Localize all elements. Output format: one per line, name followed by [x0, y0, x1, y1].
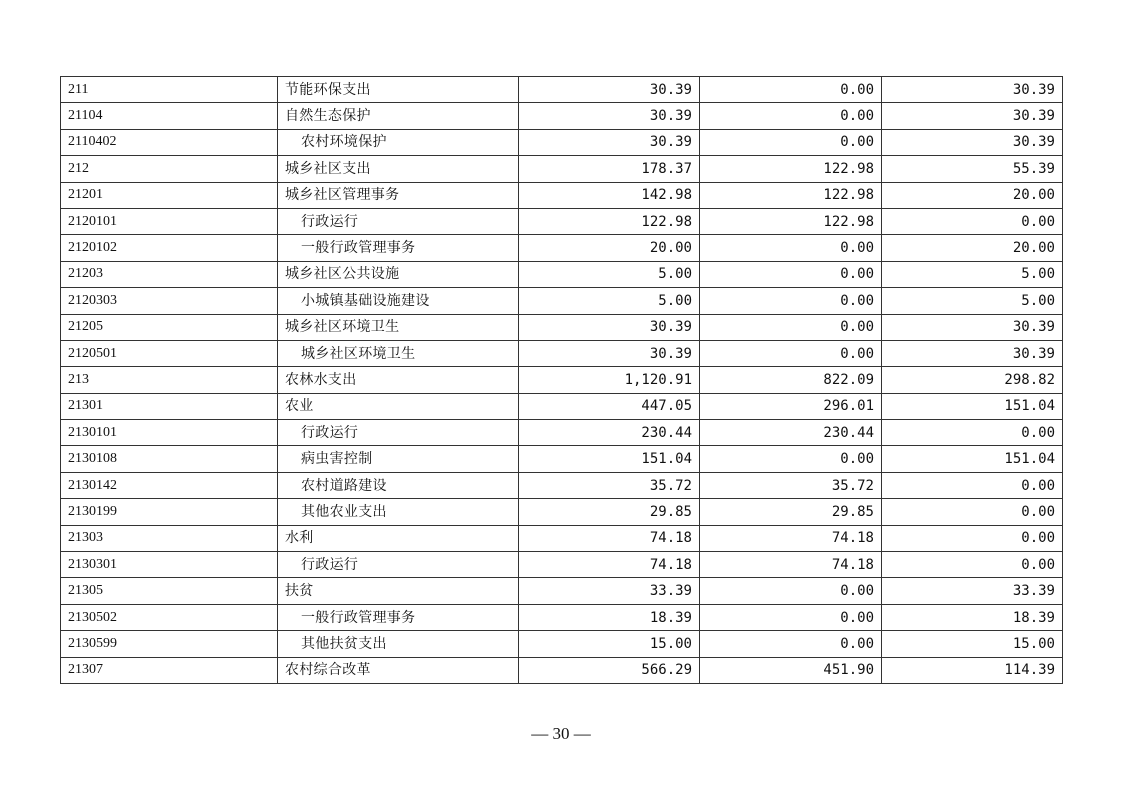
- subject-name-cell: 其他农业支出: [278, 499, 519, 525]
- subject-code-cell: 21205: [61, 314, 278, 340]
- subject-code-cell: 2110402: [61, 129, 278, 155]
- subject-code-cell: 2130101: [61, 420, 278, 446]
- subject-name-cell: 一般行政管理事务: [278, 604, 519, 630]
- subject-code-cell: 2130108: [61, 446, 278, 472]
- total-amount-cell: 151.04: [519, 446, 700, 472]
- total-amount-cell: 35.72: [519, 472, 700, 498]
- total-amount-cell: 74.18: [519, 552, 700, 578]
- table-row: [61, 261, 1063, 287]
- basic-expenditure-cell: 0.00: [700, 288, 882, 314]
- project-expenditure-cell: 151.04: [882, 446, 1063, 472]
- subject-code-cell: 21301: [61, 393, 278, 419]
- basic-expenditure-cell: 74.18: [700, 525, 882, 551]
- table-row: [61, 235, 1063, 261]
- table-row: [61, 393, 1063, 419]
- basic-expenditure-cell: 0.00: [700, 446, 882, 472]
- subject-code-cell: 21203: [61, 261, 278, 287]
- total-amount-cell: 18.39: [519, 604, 700, 630]
- subject-name-cell: 小城镇基础设施建设: [278, 288, 519, 314]
- subject-code-cell: 212: [61, 156, 278, 182]
- basic-expenditure-cell: 0.00: [700, 129, 882, 155]
- total-amount-cell: 447.05: [519, 393, 700, 419]
- subject-name-cell: 行政运行: [278, 420, 519, 446]
- table-row: [61, 578, 1063, 604]
- page-number: — 30 —: [531, 724, 591, 743]
- subject-name-cell: 农村环境保护: [278, 129, 519, 155]
- subject-code-cell: 21201: [61, 182, 278, 208]
- total-amount-cell: 74.18: [519, 525, 700, 551]
- subject-name-cell: 一般行政管理事务: [278, 235, 519, 261]
- project-expenditure-cell: 114.39: [882, 657, 1063, 683]
- total-amount-cell: 30.39: [519, 129, 700, 155]
- table-row: [61, 604, 1063, 630]
- subject-code-cell: 21305: [61, 578, 278, 604]
- subject-code-cell: 21303: [61, 525, 278, 551]
- subject-name-cell: 水利: [278, 525, 519, 551]
- table-row: [61, 631, 1063, 657]
- project-expenditure-cell: 30.39: [882, 129, 1063, 155]
- project-expenditure-cell: 0.00: [882, 525, 1063, 551]
- project-expenditure-cell: 55.39: [882, 156, 1063, 182]
- basic-expenditure-cell: 822.09: [700, 367, 882, 393]
- project-expenditure-cell: 5.00: [882, 288, 1063, 314]
- basic-expenditure-cell: 0.00: [700, 631, 882, 657]
- table-row: [61, 525, 1063, 551]
- table-row: [61, 77, 1063, 103]
- subject-name-cell: 城乡社区支出: [278, 156, 519, 182]
- table-row: [61, 472, 1063, 498]
- subject-name-cell: 城乡社区环境卫生: [278, 314, 519, 340]
- subject-name-cell: 城乡社区管理事务: [278, 182, 519, 208]
- table-row: [61, 552, 1063, 578]
- table-row: [61, 420, 1063, 446]
- total-amount-cell: 30.39: [519, 103, 700, 129]
- basic-expenditure-cell: 0.00: [700, 578, 882, 604]
- subject-name-cell: 其他扶贫支出: [278, 631, 519, 657]
- project-expenditure-cell: 151.04: [882, 393, 1063, 419]
- subject-name-cell: 农林水支出: [278, 367, 519, 393]
- table-row: [61, 340, 1063, 366]
- project-expenditure-cell: 0.00: [882, 208, 1063, 234]
- basic-expenditure-cell: 0.00: [700, 103, 882, 129]
- project-expenditure-cell: 5.00: [882, 261, 1063, 287]
- project-expenditure-cell: 30.39: [882, 77, 1063, 103]
- total-amount-cell: 30.39: [519, 314, 700, 340]
- table-row: [61, 129, 1063, 155]
- subject-name-cell: 自然生态保护: [278, 103, 519, 129]
- total-amount-cell: 30.39: [519, 340, 700, 366]
- project-expenditure-cell: 20.00: [882, 182, 1063, 208]
- subject-code-cell: 21307: [61, 657, 278, 683]
- total-amount-cell: 566.29: [519, 657, 700, 683]
- subject-name-cell: 行政运行: [278, 552, 519, 578]
- subject-code-cell: 2130142: [61, 472, 278, 498]
- subject-code-cell: 2130199: [61, 499, 278, 525]
- project-expenditure-cell: 0.00: [882, 499, 1063, 525]
- table-row: [61, 208, 1063, 234]
- subject-name-cell: 扶贫: [278, 578, 519, 604]
- total-amount-cell: 33.39: [519, 578, 700, 604]
- subject-name-cell: 农村道路建设: [278, 472, 519, 498]
- total-amount-cell: 142.98: [519, 182, 700, 208]
- basic-expenditure-cell: 0.00: [700, 235, 882, 261]
- total-amount-cell: 1,120.91: [519, 367, 700, 393]
- basic-expenditure-cell: 122.98: [700, 156, 882, 182]
- subject-name-cell: 城乡社区环境卫生: [278, 340, 519, 366]
- project-expenditure-cell: 0.00: [882, 472, 1063, 498]
- total-amount-cell: 5.00: [519, 288, 700, 314]
- subject-code-cell: 2120101: [61, 208, 278, 234]
- project-expenditure-cell: 0.00: [882, 552, 1063, 578]
- subject-code-cell: 21104: [61, 103, 278, 129]
- project-expenditure-cell: 33.39: [882, 578, 1063, 604]
- subject-code-cell: 2120303: [61, 288, 278, 314]
- total-amount-cell: 230.44: [519, 420, 700, 446]
- project-expenditure-cell: 0.00: [882, 420, 1063, 446]
- table-row: [61, 314, 1063, 340]
- total-amount-cell: 15.00: [519, 631, 700, 657]
- table-row: [61, 288, 1063, 314]
- basic-expenditure-cell: 230.44: [700, 420, 882, 446]
- project-expenditure-cell: 298.82: [882, 367, 1063, 393]
- subject-code-cell: 2120501: [61, 340, 278, 366]
- subject-code-cell: 2120102: [61, 235, 278, 261]
- basic-expenditure-cell: 122.98: [700, 208, 882, 234]
- subject-code-cell: 213: [61, 367, 278, 393]
- table-row: [61, 182, 1063, 208]
- project-expenditure-cell: 30.39: [882, 103, 1063, 129]
- total-amount-cell: 20.00: [519, 235, 700, 261]
- table-row: [61, 156, 1063, 182]
- total-amount-cell: 5.00: [519, 261, 700, 287]
- budget-table-body: [61, 77, 1063, 684]
- project-expenditure-cell: 30.39: [882, 340, 1063, 366]
- basic-expenditure-cell: 296.01: [700, 393, 882, 419]
- subject-name-cell: 行政运行: [278, 208, 519, 234]
- subject-name-cell: 农业: [278, 393, 519, 419]
- basic-expenditure-cell: 35.72: [700, 472, 882, 498]
- table-row: [61, 103, 1063, 129]
- basic-expenditure-cell: 0.00: [700, 314, 882, 340]
- basic-expenditure-cell: 0.00: [700, 604, 882, 630]
- subject-code-cell: 2130502: [61, 604, 278, 630]
- subject-code-cell: 211: [61, 77, 278, 103]
- basic-expenditure-cell: 74.18: [700, 552, 882, 578]
- total-amount-cell: 178.37: [519, 156, 700, 182]
- project-expenditure-cell: 15.00: [882, 631, 1063, 657]
- project-expenditure-cell: 20.00: [882, 235, 1063, 261]
- table-row: [61, 367, 1063, 393]
- project-expenditure-cell: 30.39: [882, 314, 1063, 340]
- total-amount-cell: 122.98: [519, 208, 700, 234]
- subject-code-cell: 2130599: [61, 631, 278, 657]
- subject-name-cell: 病虫害控制: [278, 446, 519, 472]
- table-row: [61, 657, 1063, 683]
- basic-expenditure-cell: 29.85: [700, 499, 882, 525]
- subject-code-cell: 2130301: [61, 552, 278, 578]
- budget-table: [60, 76, 1063, 684]
- basic-expenditure-cell: 451.90: [700, 657, 882, 683]
- subject-name-cell: 节能环保支出: [278, 77, 519, 103]
- subject-name-cell: 城乡社区公共设施: [278, 261, 519, 287]
- basic-expenditure-cell: 122.98: [700, 182, 882, 208]
- table-row: [61, 499, 1063, 525]
- basic-expenditure-cell: 0.00: [700, 340, 882, 366]
- basic-expenditure-cell: 0.00: [700, 77, 882, 103]
- table-row: [61, 446, 1063, 472]
- project-expenditure-cell: 18.39: [882, 604, 1063, 630]
- subject-name-cell: 农村综合改革: [278, 657, 519, 683]
- basic-expenditure-cell: 0.00: [700, 261, 882, 287]
- total-amount-cell: 29.85: [519, 499, 700, 525]
- total-amount-cell: 30.39: [519, 77, 700, 103]
